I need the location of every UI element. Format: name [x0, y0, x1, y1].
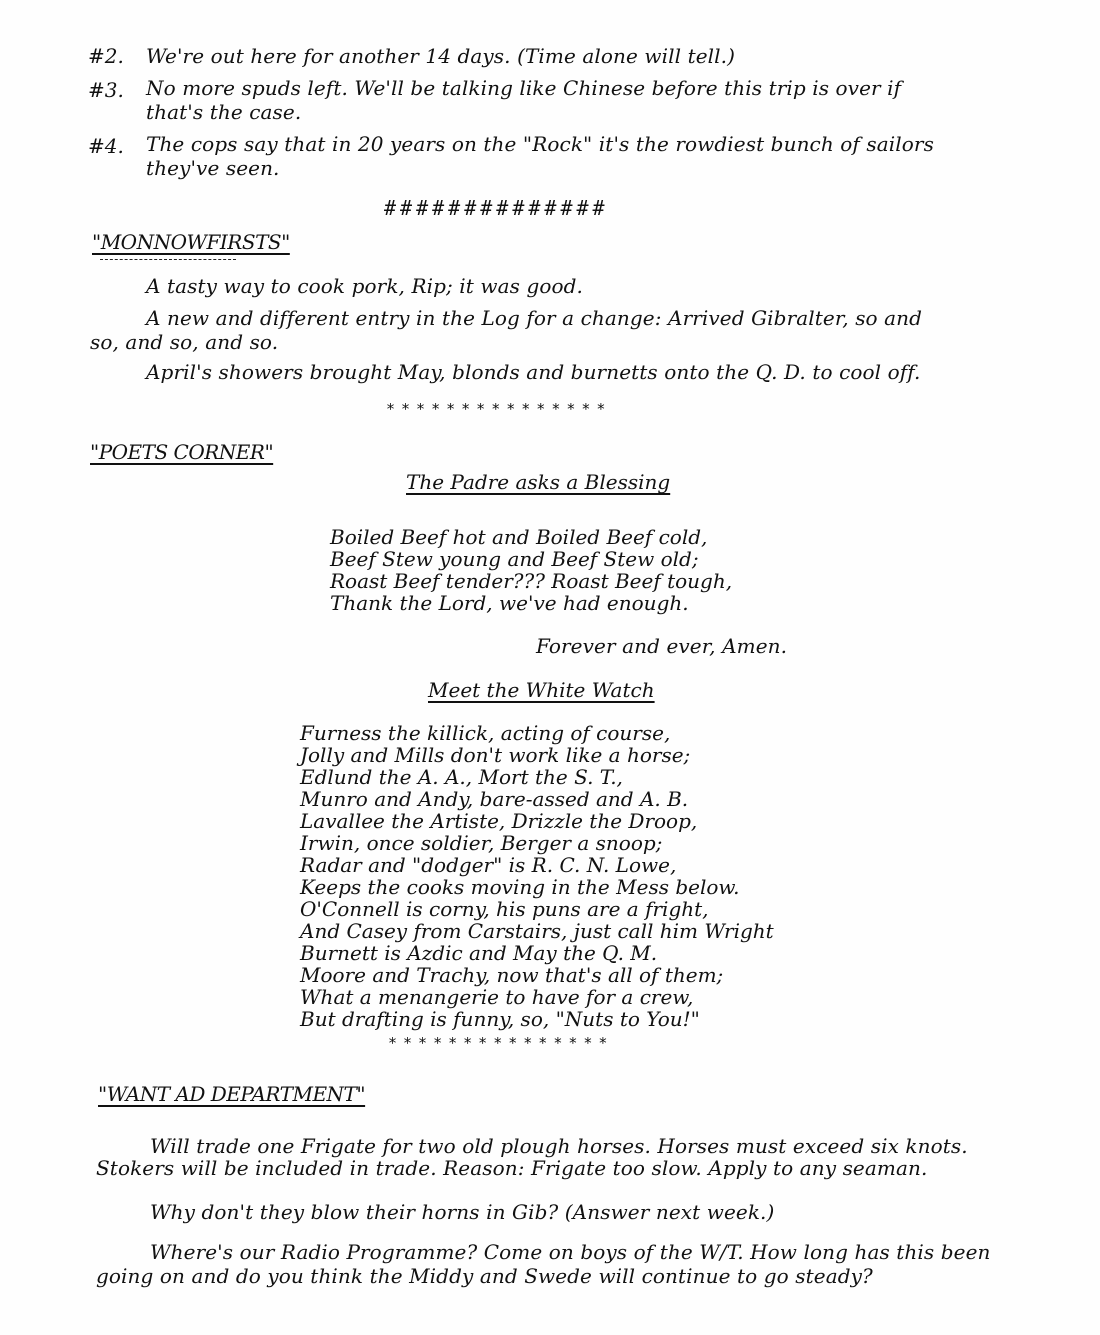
poem-2-line-9: O'Connell is corny, his puns are a fright,	[300, 897, 709, 921]
item-3-line-1: No more spuds left. We'll be talking like Chinese before this trip is over if	[146, 76, 902, 100]
poem-1-line-4: Thank the Lord, we've had enough.	[330, 591, 689, 615]
monnowfirsts-para-2-line-2: so, and so, and so.	[90, 330, 279, 354]
monnowfirsts-heading-rule	[100, 259, 236, 260]
star-separator-1: ***************	[386, 400, 612, 418]
monnowfirsts-para-2-line-1: A new and different entry in the Log for a change: Arrived Gibralter, so and	[146, 306, 923, 330]
monnowfirsts-heading: "MONNOWFIRSTS"	[92, 230, 290, 254]
poem-1-line-2: Beef Stew young and Beef Stew old;	[330, 547, 699, 571]
item-2-line-1: We're out here for another 14 days. (Time alone will tell.)	[146, 44, 736, 68]
poem-2-line-1: Furness the killick, acting of course,	[300, 721, 671, 745]
poem-2-line-14: But drafting is funny, so, "Nuts to You!"	[300, 1007, 700, 1031]
item-number-4: #4.	[88, 134, 124, 158]
poem-2-line-12: Moore and Trachy, now that's all of them;	[300, 963, 724, 987]
item-number-2: #2.	[88, 44, 124, 68]
poem-1-line-3: Roast Beef tender??? Roast Beef tough,	[330, 569, 733, 593]
poem-2-line-4: Munro and Andy, bare-assed and A. B.	[300, 787, 689, 811]
poem-2-line-13: What a menangerie to have for a crew,	[300, 985, 694, 1009]
item-3-line-2: that's the case.	[146, 100, 302, 124]
poem-2-line-6: Irwin, once soldier, Berger a snoop;	[300, 831, 663, 855]
monnowfirsts-para-1: A tasty way to cook pork, Rip; it was good.	[146, 274, 584, 298]
want-ad-1-line-1: Will trade one Frigate for two old plough horses. Horses must exceed six knots.	[150, 1134, 968, 1158]
star-separator-2: ***************	[388, 1034, 614, 1052]
poem-2-line-7: Radar and "dodger" is R. C. N. Lowe,	[300, 853, 677, 877]
poem-1-line-1: Boiled Beef hot and Boiled Beef cold,	[330, 525, 708, 549]
want-ad-3-line-1: Where's our Radio Programme? Come on boys of the W/T. How long has this been	[150, 1240, 991, 1264]
want-ad-3-line-2: going on and do you think the Middy and Swede will continue to go steady?	[96, 1264, 873, 1288]
monnowfirsts-para-3: April's showers brought May, blonds and burnetts onto the Q. D. to cool off.	[146, 360, 921, 384]
want-ad-1-line-2: Stokers will be included in trade. Reason: Frigate too slow. Apply to any seaman.	[96, 1156, 928, 1180]
poem-2-line-5: Lavallee the Artiste, Drizzle the Droop,	[300, 809, 698, 833]
poem-2-title: Meet the White Watch	[428, 678, 655, 702]
item-number-3: #3.	[88, 78, 124, 102]
poem-2-line-3: Edlund the A. A., Mort the S. T.,	[300, 765, 623, 789]
poem-2-line-2: Jolly and Mills don't work like a horse;	[300, 743, 691, 767]
poem-2-line-8: Keeps the cooks moving in the Mess below.	[300, 875, 740, 899]
poem-2-line-11: Burnett is Azdic and May the Q. M.	[300, 941, 658, 965]
item-4-line-2: they've seen.	[146, 156, 280, 180]
hash-separator: ##############	[384, 196, 609, 220]
poets-corner-heading: "POETS CORNER"	[90, 440, 274, 464]
poem-1-title: The Padre asks a Blessing	[406, 470, 671, 494]
poem-2-line-10: And Casey from Carstairs, just call him Wright	[300, 919, 774, 943]
want-ad-heading: "WANT AD DEPARTMENT"	[98, 1082, 366, 1106]
poem-1-closing: Forever and ever, Amen.	[536, 634, 788, 658]
want-ad-2: Why don't they blow their horns in Gib? (Answer next week.)	[150, 1200, 775, 1224]
item-4-line-1: The cops say that in 20 years on the "Rock" it's the rowdiest bunch of sailors	[146, 132, 934, 156]
